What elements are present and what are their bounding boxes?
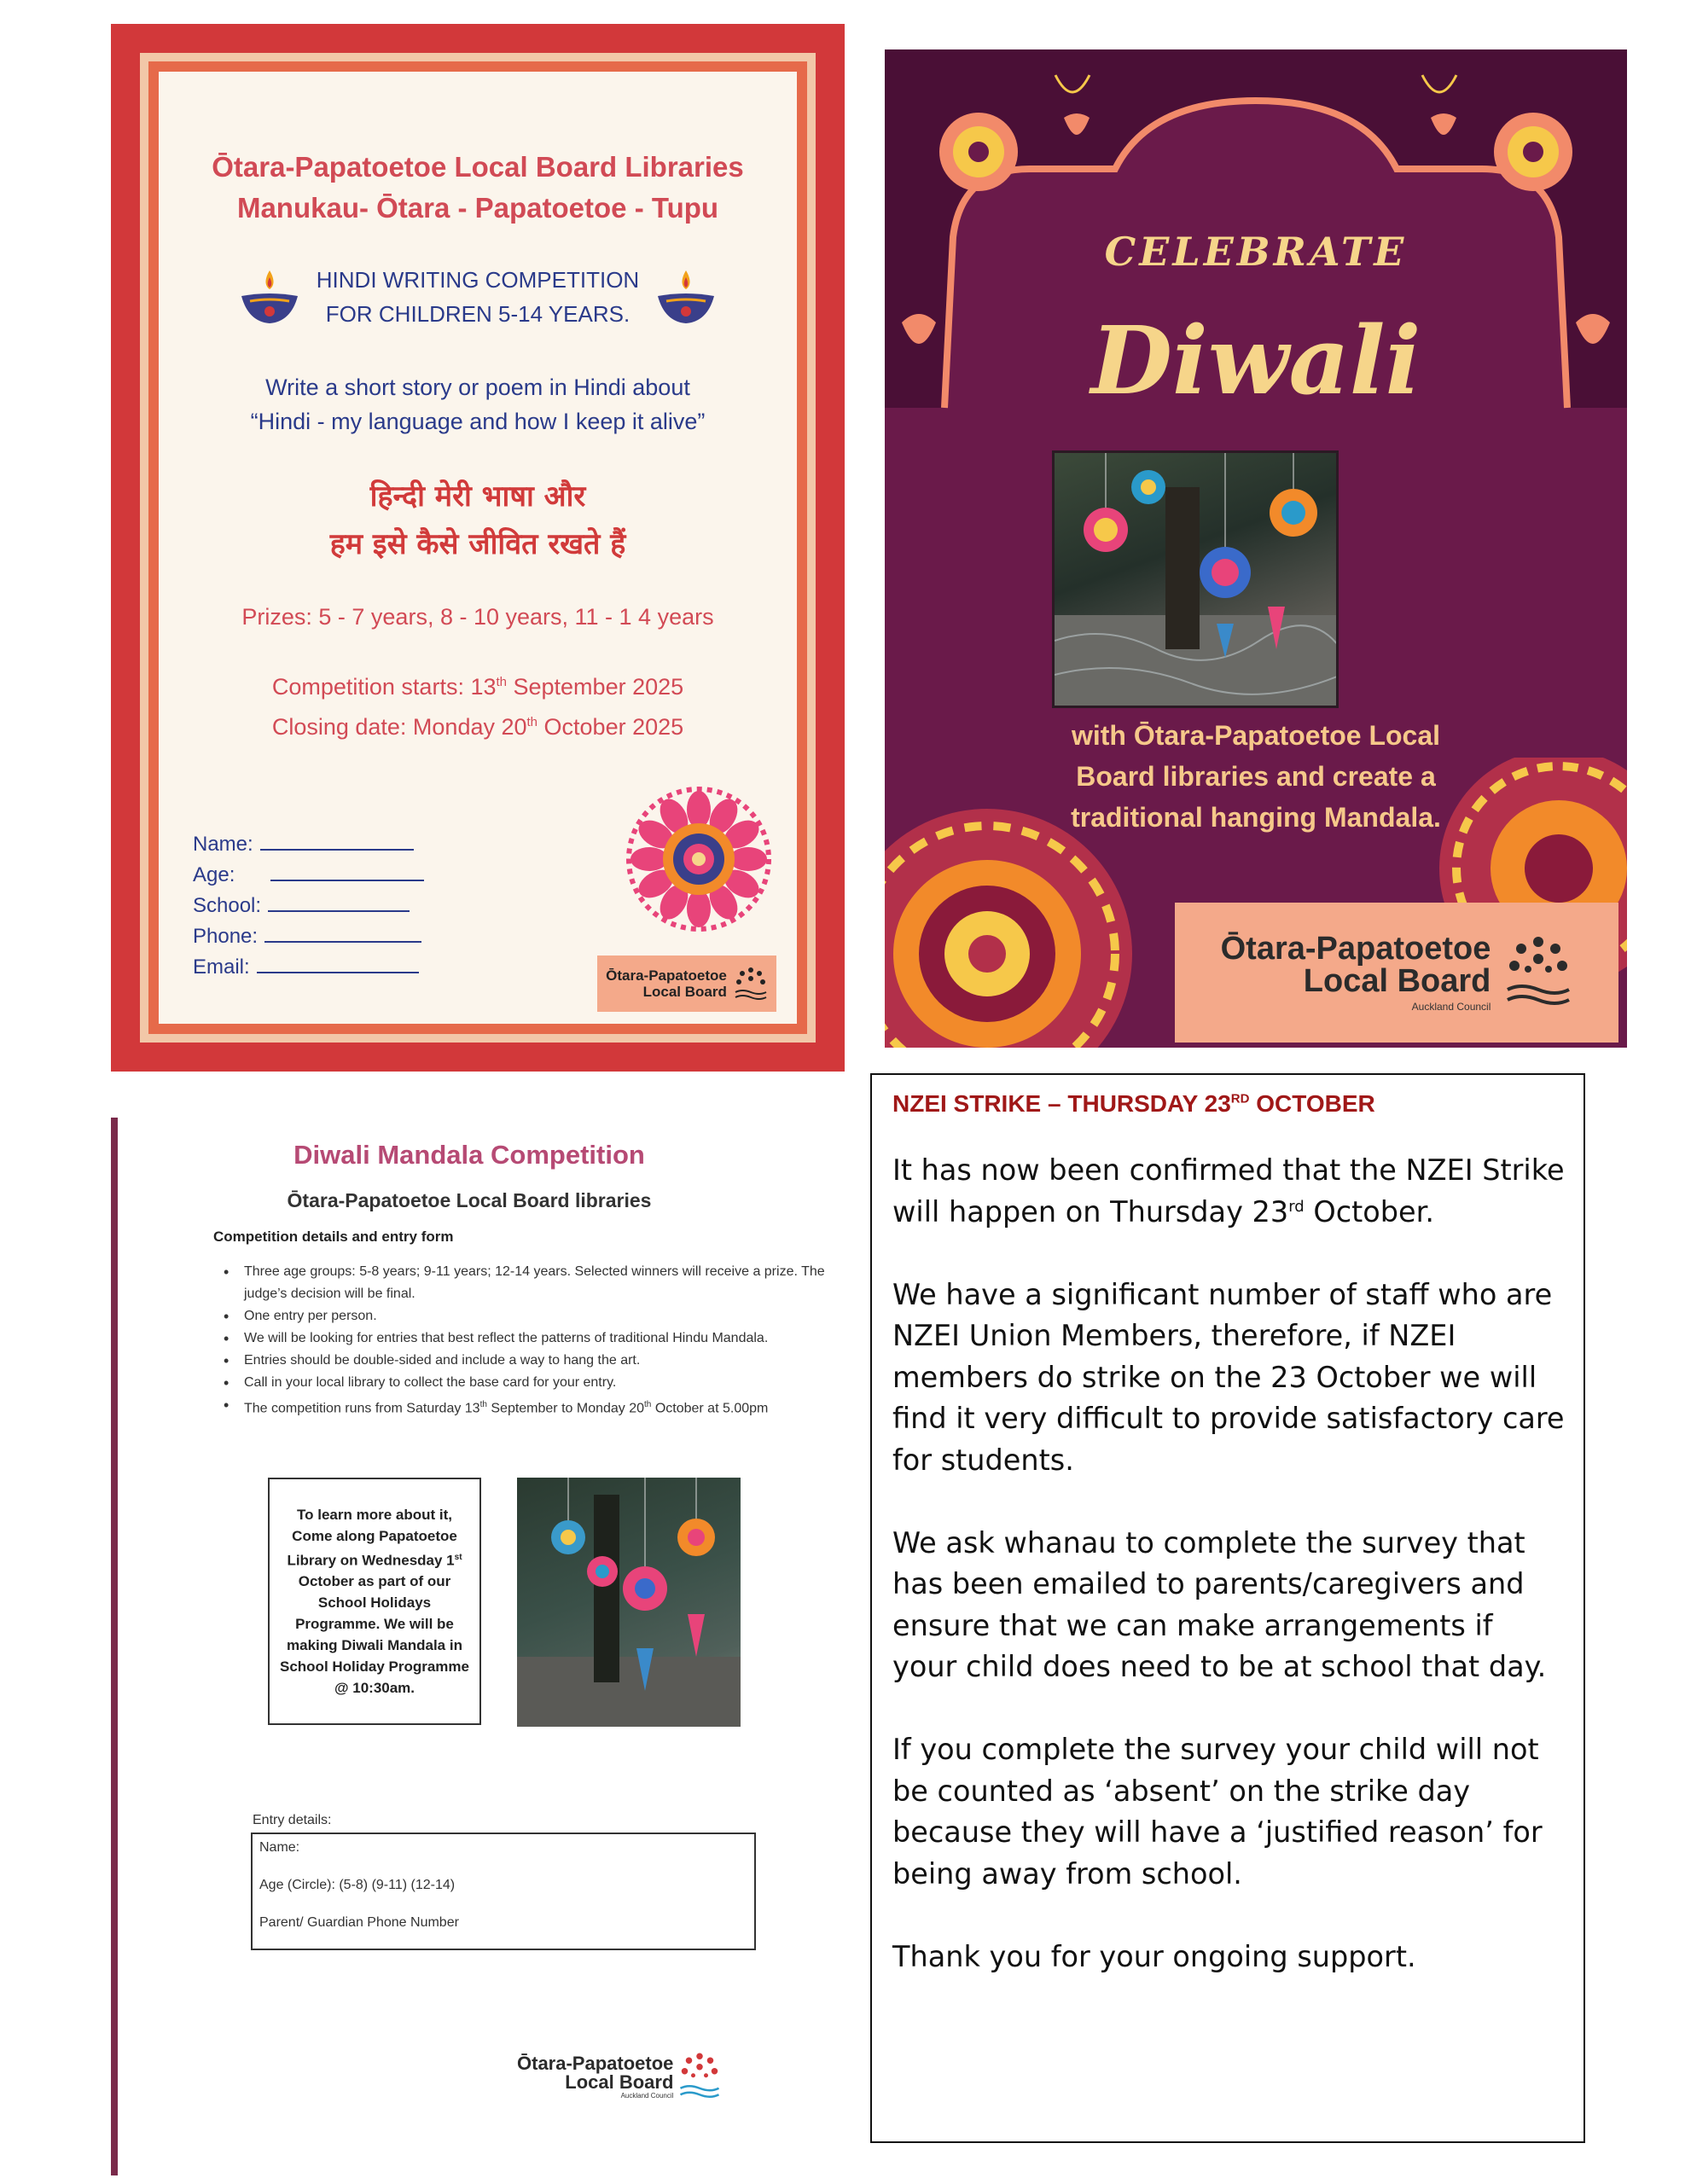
start-date-sup: th: [496, 675, 507, 689]
competition-details-list: [213, 1261, 862, 1420]
list-item: • One entry per person.: [213, 1305, 862, 1327]
entry-details-form: [251, 1833, 756, 1950]
workshop-info-box: [268, 1478, 481, 1725]
local-board-logo-text: [606, 967, 727, 1000]
age-field-label: Age:: [193, 863, 235, 886]
start-date: [174, 665, 782, 705]
strike-paragraph-4: If you complete the survey your child will not be counted as ‘absent’ on the strike day because they will have a ‘justified reason’ for being away from school.: [892, 1733, 1543, 1891]
local-board-logo: [517, 2049, 721, 2104]
list-item-suffix: October at 5.00pm: [651, 1401, 769, 1416]
local-board-logo-text: [1221, 932, 1491, 1013]
start-date-prefix: Competition starts: 13: [271, 674, 497, 700]
hindi-text: [174, 473, 782, 568]
strike-notice-heading: [892, 1090, 1565, 1118]
writing-prompt-line1: Write a short story or poem in Hindi about: [265, 375, 690, 400]
local-board-logo: [597, 956, 776, 1012]
mandala-decorations-image: [517, 1478, 741, 1727]
name-field[interactable]: [193, 829, 424, 860]
list-item: • We will be looking for entries that best reflect the patterns of traditional Hindu Mandala.: [213, 1327, 862, 1350]
strike-paragraph-3: We ask whanau to complete the survey that has been emailed to parents/caregivers and ensure that we can make arrangements if your child does need to be at school that day.: [892, 1525, 1547, 1683]
competition-heading: [317, 263, 639, 331]
strike-heading-prefix: NZEI STRIKE – THURSDAY 23: [892, 1090, 1231, 1117]
name-field-line: [260, 832, 414, 851]
strike-paragraph-1-sup: rd: [1288, 1197, 1305, 1216]
pohutukawa-icon: [1504, 932, 1572, 1014]
entry-form-fields: [193, 829, 424, 983]
hindi-poster-title-line1: Ōtara-Papatoetoe Local Board Libraries: [212, 151, 744, 183]
competition-dates: [174, 665, 782, 745]
diwali-tagline-line2: Board libraries and create a: [1076, 761, 1436, 792]
age-field[interactable]: [193, 860, 424, 891]
prizes-text: Prizes: 5 - 7 years, 8 - 10 years, 11 - 1 4 years: [241, 604, 714, 630]
hanging-mandala-photo: [517, 1478, 741, 1727]
competition-heading-line1: HINDI WRITING COMPETITION: [316, 267, 640, 293]
list-item: • Entries should be double-sided and include a way to hang the art.: [213, 1350, 862, 1372]
local-board-logo: [1175, 903, 1618, 1043]
closing-date: [174, 705, 782, 745]
list-item-mid: September to Monday 20: [486, 1401, 645, 1416]
closing-date-suffix: October 2025: [538, 714, 684, 740]
writing-prompt: [174, 370, 782, 439]
name-field-label: Name:: [193, 833, 253, 856]
workshop-info-suffix: October as part of our School Holidays Programme. We will be making Diwali Mandala in School Holiday Programme @ 10:30am.: [280, 1573, 469, 1697]
list-item: [213, 1394, 862, 1420]
hindi-text-line1: हिन्दी मेरी भाषा और: [369, 479, 586, 514]
pohutukawa-icon: [734, 965, 768, 1002]
strike-heading-suffix: OCTOBER: [1249, 1090, 1375, 1117]
hindi-poster-title-line2: Manukau- Ōtara - Papatoetoe - Tupu: [236, 192, 719, 224]
competition-heading-row: [174, 263, 782, 331]
phone-field-label: Phone:: [193, 925, 259, 948]
entry-phone-field[interactable]: Parent/ Guardian Phone Number: [259, 1915, 459, 1930]
phone-field-line: [264, 924, 421, 943]
strike-paragraph-1-prefix: It has now been confirmed that the NZEI Strike will happen on Thursday 23: [892, 1153, 1565, 1228]
closing-date-prefix: Closing date: Monday 20: [271, 714, 527, 740]
nzei-strike-notice: [870, 1073, 1585, 2143]
strike-paragraph-1-suffix: October.: [1304, 1194, 1434, 1228]
hindi-text-line2: हम इसे कैसे जीवित रखते हैं: [329, 527, 626, 561]
logo-line2: Local Board: [642, 984, 727, 1000]
diwali-tagline-line1: with Ōtara-Papatoetoe Local: [1071, 720, 1441, 751]
mandala-decorations-image: [1055, 453, 1339, 708]
list-item-prefix: The competition runs from Saturday 13: [244, 1401, 480, 1416]
left-accent-bar: [111, 1118, 118, 2175]
entry-age-field[interactable]: Age (Circle): (5-8) (9-11) (12-14): [259, 1878, 456, 1892]
hindi-writing-poster: [111, 24, 845, 1072]
email-field[interactable]: [193, 952, 424, 983]
email-field-line: [257, 955, 419, 973]
workshop-info-text: [280, 1504, 469, 1699]
list-item: • Call in your local library to collect the base card for your entry.: [213, 1372, 862, 1394]
diwali-mandala-poster: [94, 1094, 845, 2177]
list-item-sup: th: [644, 1400, 652, 1409]
logo-line1: Ōtara-Papatoetoe: [606, 967, 727, 984]
strike-paragraph-2: We have a significant number of staff who are NZEI Union Members, therefore, if NZEI members do strike on the 23 October we will find it very difficult to provide satisfactory care for students.: [892, 1277, 1565, 1477]
school-field-line: [268, 893, 410, 912]
logo-line2: Local Board: [565, 2071, 674, 2093]
corner-mandala-icon: [885, 800, 1141, 1048]
diwali-tagline-line3: traditional hanging Mandala.: [1071, 802, 1441, 833]
school-field-label: School:: [193, 894, 262, 917]
phone-field[interactable]: [193, 921, 424, 952]
workshop-info-prefix: To learn more about it, Come along Papatoetoe Library on Wednesday 1: [287, 1506, 457, 1569]
logo-line2: Local Board: [1303, 963, 1491, 999]
logo-subtitle: Auckland Council: [620, 2091, 674, 2100]
mandala-icon: [626, 787, 771, 932]
email-field-label: Email:: [193, 956, 250, 979]
entry-details-heading: Entry details:: [253, 1813, 332, 1827]
logo-line1: Ōtara-Papatoetoe: [517, 2052, 674, 2074]
age-field-line: [270, 863, 424, 881]
strike-paragraph-5: Thank you for your ongoing support.: [892, 1939, 1416, 1973]
celebrate-diwali-poster: [885, 49, 1627, 1048]
school-field[interactable]: [193, 891, 424, 921]
logo-subtitle: Auckland Council: [1411, 1001, 1491, 1013]
competition-details-heading: Competition details and entry form: [213, 1228, 454, 1245]
strike-heading-sup: RD: [1230, 1091, 1250, 1107]
list-item: • Three age groups: 5-8 years; 9-11 years; 12-14 years. Selected winners will receive a prize. The judge’s decision will be final.: [213, 1261, 862, 1305]
closing-date-sup: th: [526, 715, 538, 729]
strike-paragraph-1: [892, 1150, 1565, 1233]
writing-prompt-line2: “Hindi - my language and how I keep it alive”: [250, 409, 706, 434]
pohutukawa-icon: [678, 2049, 721, 2104]
local-board-logo-text: [517, 2054, 673, 2100]
diya-lamp-icon: [238, 267, 301, 327]
celebrate-heading: CELEBRATE: [1104, 229, 1408, 275]
logo-line1: Ōtara-Papatoetoe: [1220, 931, 1491, 967]
start-date-suffix: September 2025: [507, 674, 684, 700]
diya-lamp-icon: [654, 267, 718, 327]
hanging-mandala-photo: [1052, 450, 1339, 708]
mandala-poster-title: Diwali Mandala Competition: [293, 1140, 645, 1170]
workshop-info-sup: st: [454, 1552, 462, 1562]
competition-heading-line2: FOR CHILDREN 5-14 YEARS.: [325, 301, 630, 327]
entry-name-field[interactable]: Name:: [259, 1840, 300, 1855]
mandala-poster-subtitle: Ōtara-Papatoetoe Local Board libraries: [287, 1189, 652, 1211]
strike-notice-body: [892, 1150, 1565, 1978]
diwali-heading: Diwali: [1090, 305, 1421, 415]
list-item-sup: th: [479, 1400, 487, 1409]
